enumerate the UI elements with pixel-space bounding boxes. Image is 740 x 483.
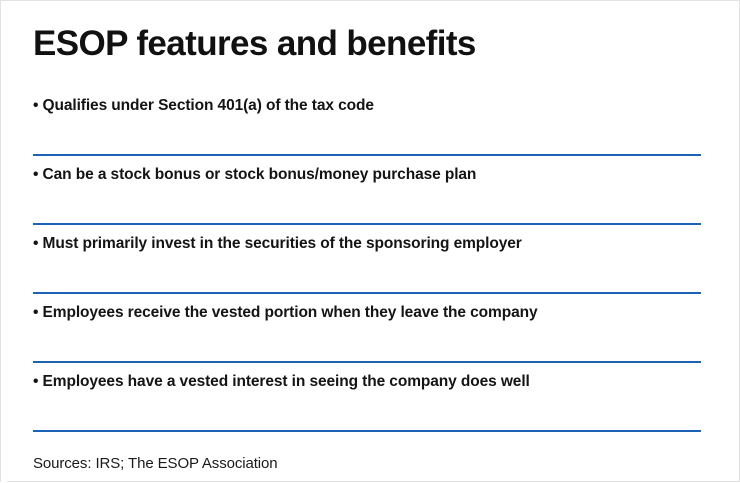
bullet-text: • Employees receive the vested portion when they leave the company bbox=[33, 304, 538, 321]
bullet-text: • Can be a stock bonus or stock bonus/money purchase plan bbox=[33, 166, 477, 183]
list-item bbox=[33, 294, 701, 363]
list-item bbox=[33, 363, 701, 432]
list-item bbox=[33, 87, 701, 156]
page-title: ESOP features and benefits bbox=[33, 24, 476, 63]
bullet-list bbox=[33, 87, 709, 432]
list-item bbox=[33, 225, 701, 294]
bullet-text: • Employees have a vested interest in seeing the company does well bbox=[33, 373, 530, 390]
left-margin-bar bbox=[1, 1, 7, 483]
bullet-text: • Must primarily invest in the securities of the sponsoring employer bbox=[33, 235, 522, 252]
source-note: Sources: IRS; The ESOP Association bbox=[33, 455, 278, 472]
bullet-text: • Qualifies under Section 401(a) of the tax code bbox=[33, 97, 374, 114]
slide-content bbox=[33, 1, 709, 483]
list-item bbox=[33, 156, 701, 225]
